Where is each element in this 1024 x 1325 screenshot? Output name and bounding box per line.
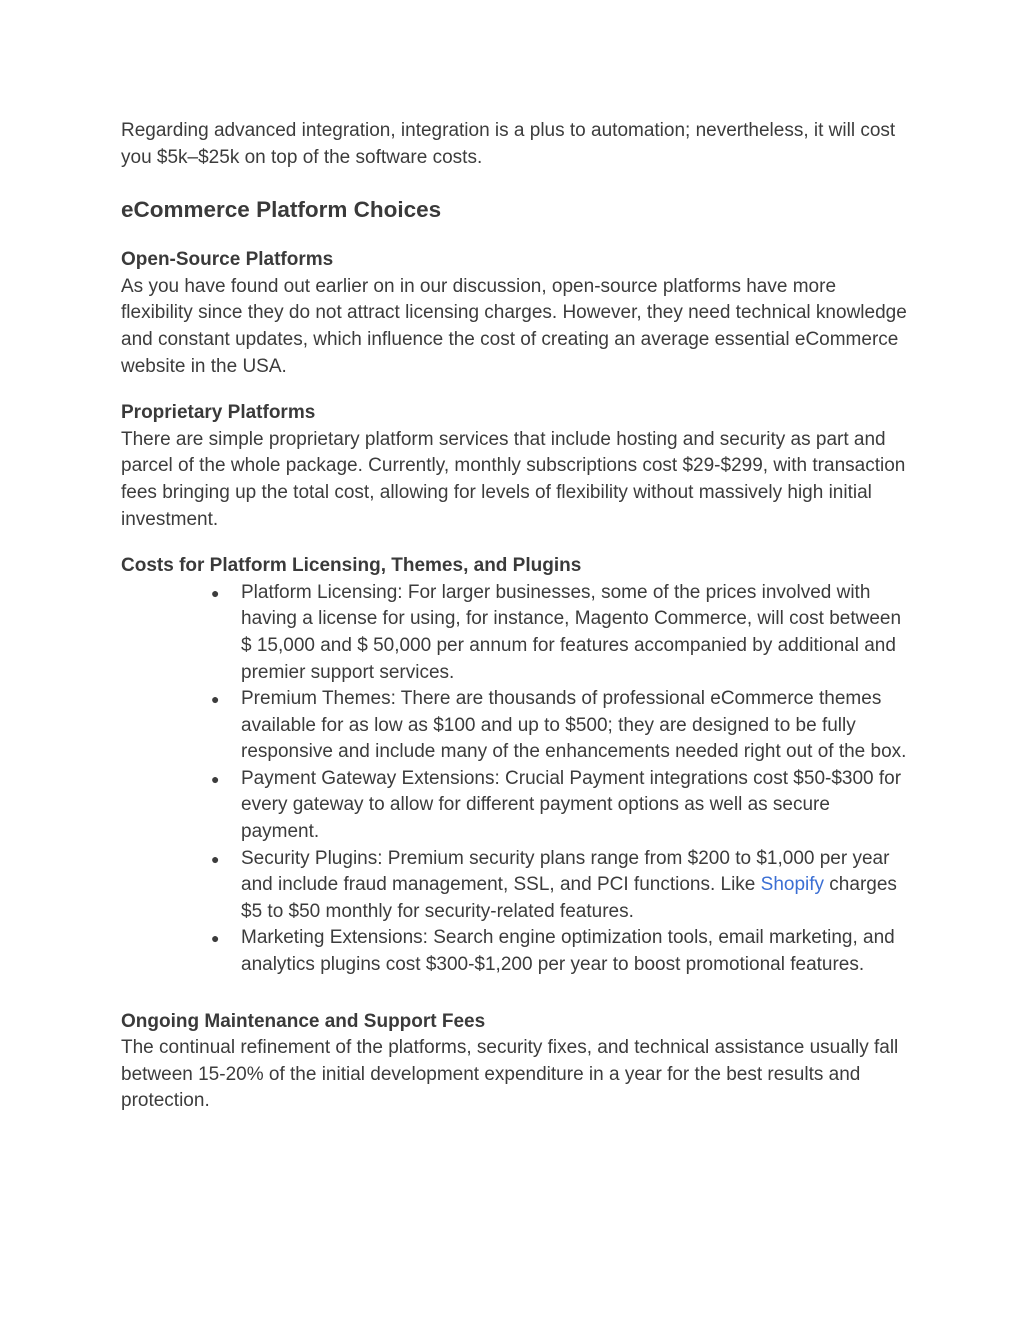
costs-list [121, 580, 911, 979]
maintenance-section [121, 1009, 911, 1115]
bullet-icon: ● [211, 770, 220, 787]
spacer [121, 979, 911, 1009]
proprietary-title: Proprietary Platforms [121, 402, 316, 424]
proprietary-body: There are simple proprietary platform services that include hosting and security as part and parcel of the whole package. Currently, monthly subscriptions cost $29-$299, with transaction fees bringing up the total cost, allowing for levels of flexibility without massively high initial investment. [121, 428, 906, 530]
list-item-text-after: charges $5 to $50 monthly for security-related features. [241, 874, 897, 922]
proprietary-section [121, 400, 911, 533]
list-item-text: Platform Licensing: For larger businesses, some of the prices involved with having a license for using, for instance, Magento Commerce, will cost between $ 15,000 and $ 50,000 per annum for features accompanied by additional and premier support services. [241, 581, 902, 683]
document-page [121, 118, 911, 1115]
section-heading: eCommerce Platform Choices [121, 197, 442, 223]
list-item-text: Marketing Extensions: Search engine optimization tools, email marketing, and analytics plugins cost $300-$1,200 per year to boost promotional features. [241, 927, 895, 976]
list-item [211, 925, 911, 978]
shopify-link[interactable]: Shopify [760, 874, 825, 896]
costs-title: Costs for Platform Licensing, Themes, and Plugins [121, 555, 582, 577]
costs-section [121, 553, 911, 979]
bullet-icon: ● [211, 584, 220, 601]
list-item [211, 766, 911, 846]
bullet-icon: ● [211, 930, 220, 947]
bullet-icon: ● [211, 691, 220, 708]
list-item-text-before: Security Plugins: Premium security plans range from $200 to $1,000 per year and include fraud management, SSL, and PCI functions. Like [241, 847, 890, 896]
bullet-icon: ● [211, 850, 220, 867]
list-item [211, 846, 911, 926]
open-source-section [121, 247, 911, 380]
maintenance-body: The continual refinement of the platforms, security fixes, and technical assistance usually fall between 15-20% of the initial development expenditure in a year for the best results and protection. [121, 1037, 899, 1112]
list-item [211, 580, 911, 686]
open-source-title: Open-Source Platforms [121, 249, 334, 271]
open-source-body: As you have found out earlier on in our discussion, open-source platforms have more flexibility since they do not attract licensing charges. However, they need technical knowledge and constant updates, which influence the cost of creating an average essential eCommerce website in the USA. [121, 275, 907, 377]
intro-paragraph: Regarding advanced integration, integration is a plus to automation; nevertheless, it will cost you $5k–$25k on top of the software costs. [121, 120, 896, 168]
maintenance-title: Ongoing Maintenance and Support Fees [121, 1010, 486, 1032]
list-item [211, 686, 911, 766]
list-item-text: Payment Gateway Extensions: Crucial Payment integrations cost $50-$300 for every gateway to allow for different payment options as well as secure payment. [241, 767, 902, 843]
list-item-text: Premium Themes: There are thousands of professional eCommerce themes available for as low as $100 and up to $500; they are designed to be fully responsive and include many of the enhancements needed right out of the box. [241, 688, 907, 763]
